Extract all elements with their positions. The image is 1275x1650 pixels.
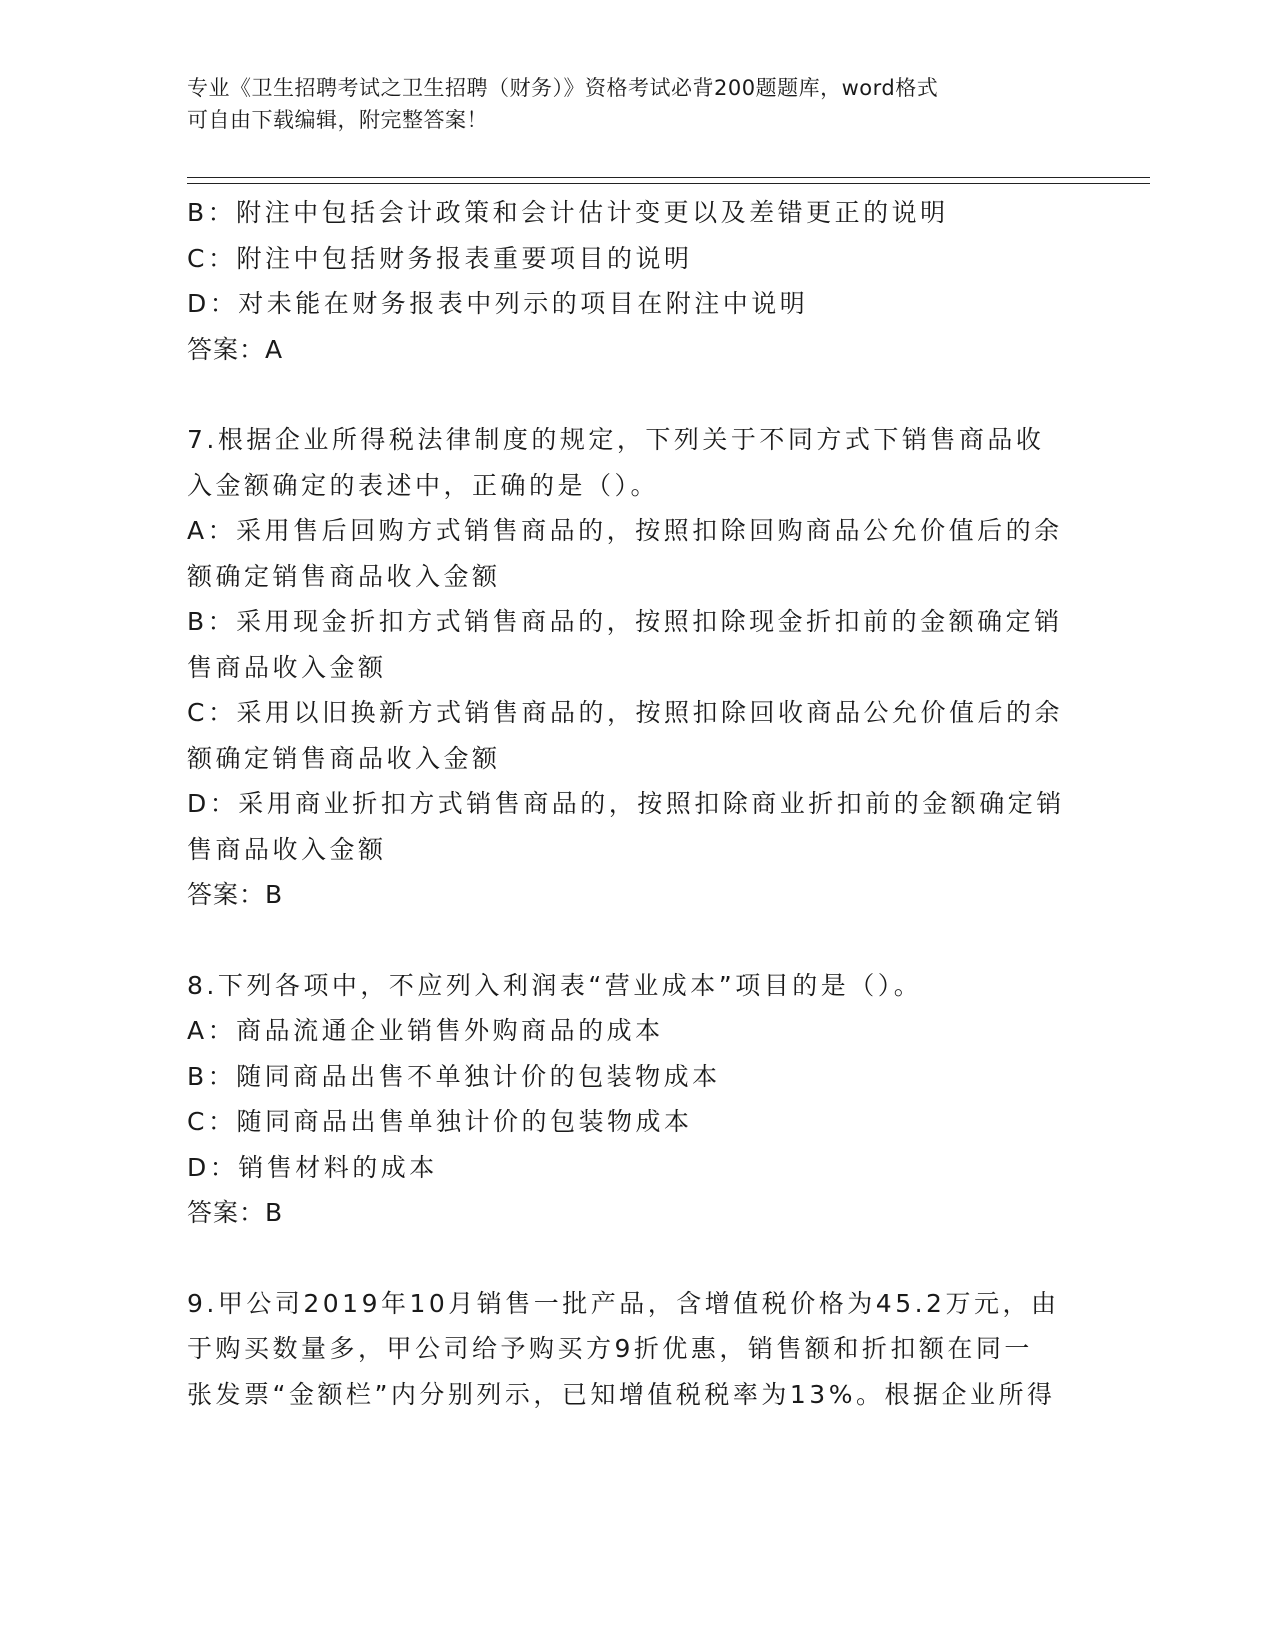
answer-line: 答案：B: [187, 1198, 284, 1227]
header-title-line-2: 可自由下载编辑，附完整答案！: [187, 108, 488, 132]
option-d: D：销售材料的成本: [187, 1152, 438, 1182]
option-a: A：采用售后回购方式销售商品的，按照扣除回购商品公允价值后的余: [187, 516, 1063, 545]
question-stem: 于购买数量多，甲公司给予购买方9折优惠，销售额和折扣额在同一: [187, 1334, 1033, 1363]
option-b: B：随同商品出售不单独计价的包装物成本: [187, 1061, 721, 1091]
question-stem: 7.根据企业所得税法律制度的规定，下列关于不同方式下销售商品收: [187, 425, 1045, 454]
option-d: D：对未能在财务报表中列示的项目在附注中说明: [187, 289, 809, 318]
answer-line: 答案：A: [187, 334, 284, 364]
question-9: [187, 1281, 1087, 1418]
option-b: B：采用现金折扣方式销售商品的，按照扣除现金折扣前的金额确定销: [187, 607, 1063, 636]
question-spacer: [187, 1236, 1087, 1281]
question-content: [187, 190, 1087, 1417]
question-stem: 入金额确定的表述中，正确的是（）。: [187, 470, 660, 500]
option-b: B：附注中包括会计政策和会计估计变更以及差错更正的说明: [187, 198, 949, 227]
option-c: C：附注中包括财务报表重要项目的说明: [187, 243, 693, 273]
header-divider: [187, 177, 1150, 184]
option-a: 额确定销售商品收入金额: [187, 561, 501, 591]
answer-line: 答案：B: [187, 880, 284, 909]
question-stem: 9.甲公司2019年10月销售一批产品，含增值税价格为45.2万元，由: [187, 1288, 1060, 1318]
document-header: [187, 72, 1087, 136]
option-b: 售商品收入金额: [187, 652, 387, 682]
question-stem: 8.下列各项中，不应列入利润表“营业成本”项目的是（）。: [187, 970, 923, 1000]
option-c: C：随同商品出售单独计价的包装物成本: [187, 1107, 693, 1136]
header-title-line-1: 专业《卫生招聘考试之卫生招聘（财务）》资格考试必背200题题库，word格式: [187, 76, 939, 100]
question-stem: 张发票“金额栏”内分别列示，已知增值税税率为13%。根据企业所得: [187, 1379, 1056, 1409]
option-c: C：采用以旧换新方式销售商品的，按照扣除回收商品公允价值后的余: [187, 698, 1063, 727]
question-spacer: [187, 372, 1087, 417]
option-d: D：采用商业折扣方式销售商品的，按照扣除商业折扣前的金额确定销: [187, 789, 1065, 818]
question-6: [187, 190, 1087, 372]
option-d: 售商品收入金额: [187, 834, 387, 864]
option-c: 额确定销售商品收入金额: [187, 743, 501, 773]
question-8: [187, 963, 1087, 1236]
question-7: [187, 417, 1087, 918]
question-spacer: [187, 918, 1087, 963]
option-a: A：商品流通企业销售外购商品的成本: [187, 1016, 664, 1045]
